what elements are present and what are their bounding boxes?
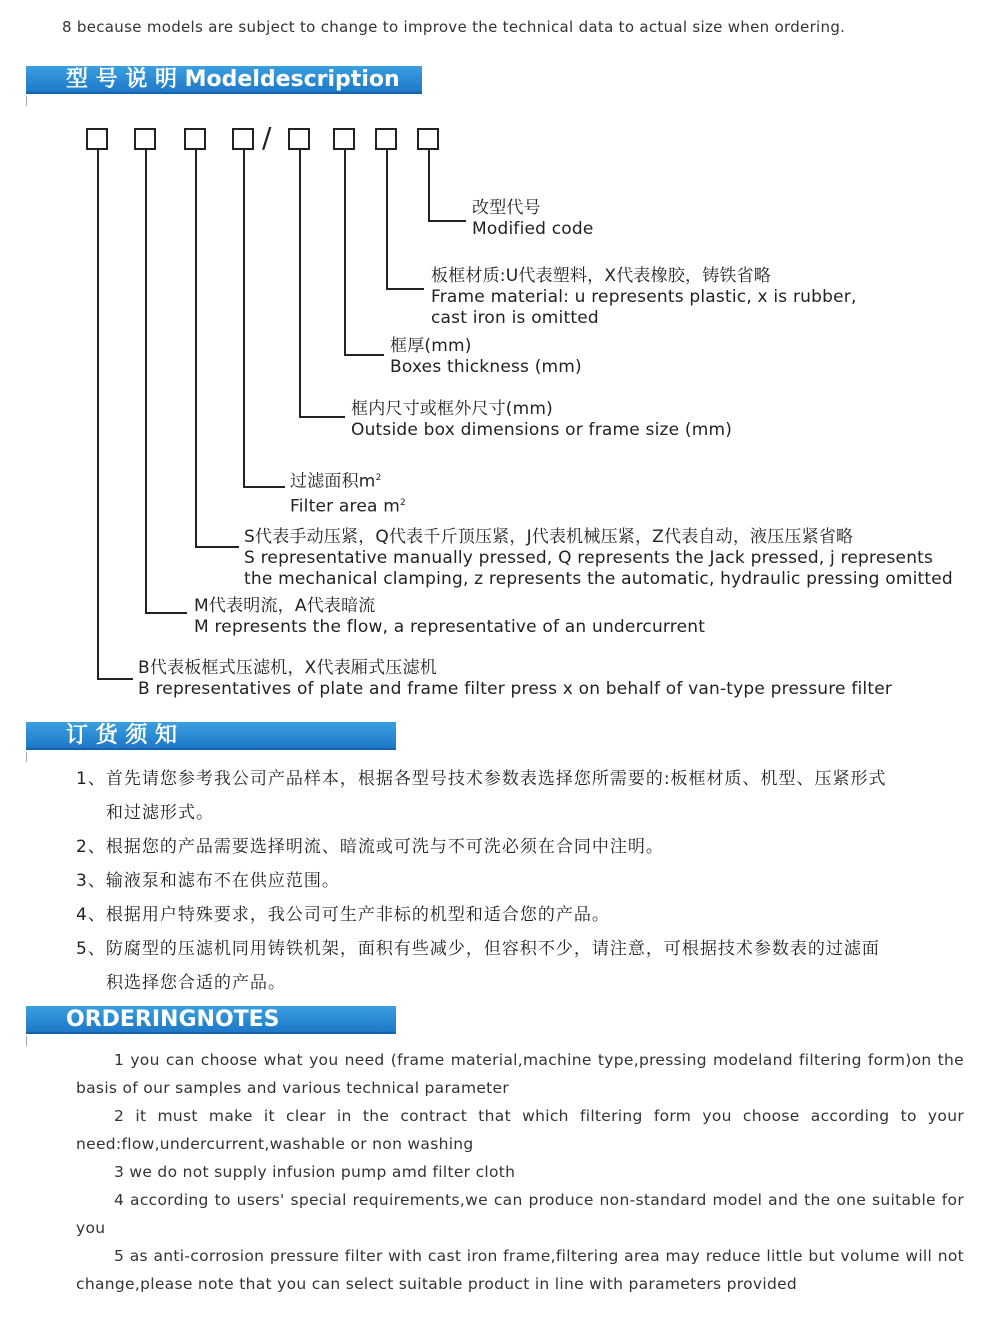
code-box-3 — [184, 128, 206, 150]
list-item: 3、输液泵和滤布不在供应范围。 — [76, 871, 340, 891]
order-cn-banner — [26, 722, 396, 750]
connector-v-1 — [97, 150, 99, 680]
code-box-2 — [134, 128, 156, 150]
model-description-banner — [26, 66, 422, 94]
order-en-banner — [26, 1006, 396, 1034]
connector-h-2 — [145, 612, 187, 614]
banner-tail — [26, 96, 27, 106]
connector-h-4 — [243, 486, 285, 488]
label-filter-area: 过滤面积$m^2$ Filter area $m^2$ — [290, 471, 406, 517]
label-box-thickness: 框厚(mm) Boxes thickness (mm) — [390, 336, 582, 377]
connector-h-3 — [195, 546, 239, 548]
label-press-type: B代表板框式压滤机，X代表厢式压滤机 B representatives of plate and frame filter press x on behalf of van-type pressure filter — [138, 658, 893, 699]
connector-h-6 — [344, 354, 384, 356]
list-item: 5 as anti-corrosion pressure filter with cast iron frame,filtering area may reduce little but volume will not change,please note that you can select suitable product in line with parameters provided — [76, 1247, 964, 1293]
connector-h-5 — [299, 416, 345, 418]
banner-tail — [26, 752, 27, 762]
connector-v-4 — [243, 150, 245, 488]
code-box-1 — [86, 128, 108, 150]
code-separator: / — [262, 121, 272, 154]
list-item: 2 it must make it clear in the contract that which filtering form you choose according to your need:flow,undercurrent,washable or non washing — [76, 1107, 964, 1153]
banner-tail — [26, 1036, 27, 1046]
code-box-8 — [417, 128, 439, 150]
label-frame-material: 板框材质:U代表塑料，X代表橡胶，铸铁省略 Frame material: u represents plastic, x is rubber, cast iron is omitted — [431, 266, 857, 328]
connector-h-8 — [428, 220, 466, 222]
connector-v-3 — [195, 150, 197, 548]
label-pressing-type: S代表手动压紧，Q代表千斤顶压紧，J代表机械压紧，Z代表自动，液压压紧省略 S representative manually pressed, Q represents the Jack pressed, j represents the mechanical clamping, z represents the automatic, hydraulic pressing omitted — [244, 527, 953, 589]
model-description-title: 型 号 说 明 Modeldescription — [66, 67, 400, 92]
code-box-4 — [232, 128, 254, 150]
list-item: 3 we do not supply infusion pump amd filter cloth — [114, 1163, 516, 1181]
connector-h-1 — [97, 678, 133, 680]
list-item: 5、防腐型的压滤机同用铸铁机架，面积有些减少，但容积不少，请注意，可根据技术参数表的过滤面 积选择您合适的产品。 — [76, 939, 880, 993]
label-box-dimensions: 框内尺寸或框外尺寸(mm) Outside box dimensions or frame size (mm) — [351, 399, 733, 440]
connector-v-6 — [344, 150, 346, 356]
code-box-5 — [288, 128, 310, 150]
connector-v-2 — [145, 150, 147, 614]
connector-v-8 — [428, 150, 430, 222]
list-item: 4、根据用户特殊要求，我公司可生产非标的机型和适合您的产品。 — [76, 905, 610, 925]
order-en-title: ORDERINGNOTES — [66, 1007, 280, 1032]
label-modified-code: 改型代号 Modified code — [472, 198, 594, 239]
top-note: 8 because models are subject to change to improve the technical data to actual size when ordering. — [62, 18, 846, 36]
order-cn-list — [76, 762, 966, 1000]
connector-v-7 — [386, 150, 388, 290]
connector-v-5 — [299, 150, 301, 418]
order-cn-title: 订 货 须 知 — [66, 723, 177, 748]
label-flow-type: M代表明流，A代表暗流 M represents the flow, a representative of an undercurrent — [194, 596, 706, 637]
list-item: 2、根据您的产品需要选择明流、暗流或可洗与不可洗必须在合同中注明。 — [76, 837, 664, 857]
code-box-7 — [375, 128, 397, 150]
code-box-6 — [333, 128, 355, 150]
order-en-list — [76, 1046, 964, 1298]
list-item: 4 according to users' special requirements,we can produce non-standard model and the one suitable for you — [76, 1191, 964, 1237]
connector-h-7 — [386, 288, 424, 290]
list-item: 1、首先请您参考我公司产品样本，根据各型号技术参数表选择您所需要的:板框材质、机型、压紧形式 和过滤形式。 — [76, 769, 887, 823]
list-item: 1 you can choose what you need (frame material,machine type,pressing modeland filtering form)on the basis of our samples and various technical parameter — [76, 1051, 964, 1097]
